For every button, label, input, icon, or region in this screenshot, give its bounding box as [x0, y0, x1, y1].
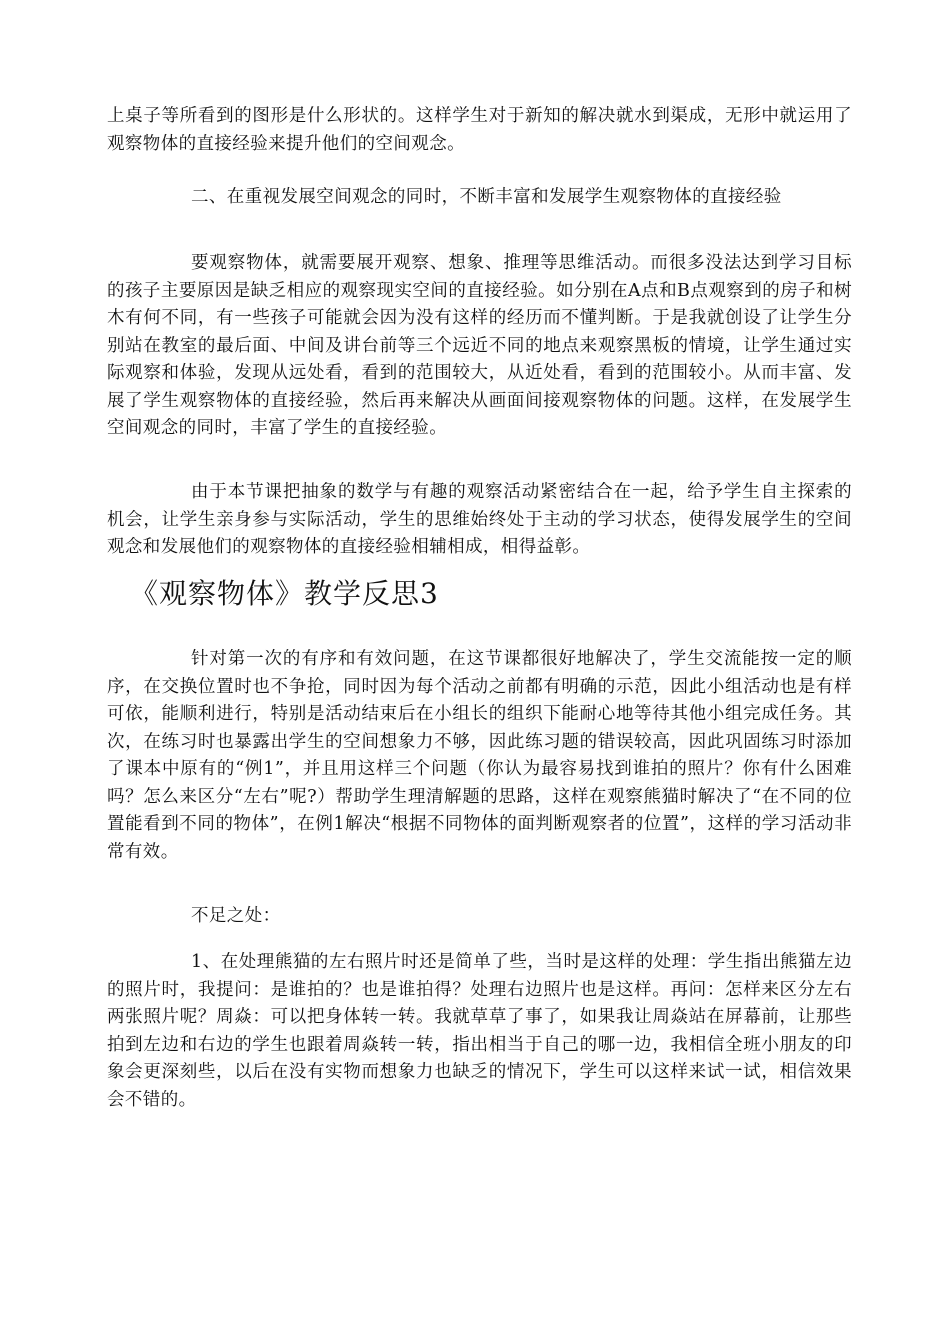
paragraph-shortcomings-label: 不足之处： [191, 906, 281, 926]
paragraph-continued-intro: 上桌子等所看到的图形是什么形状的。这样学生对于新知的解决就水到渠成，无形中就运用了观察物体的直接经验来提升他们的空间观念。 [107, 106, 852, 154]
paragraph-section-two-title: 二、在重视发展空间观念的同时，不断丰富和发展学生观察物体的直接经验 [191, 187, 782, 207]
section-heading: 《观察物体》教学反思3 [130, 577, 439, 610]
paragraph-observation-experience: 要观察物体，就需要展开观察、想象、推理等思维活动。而很多没法达到学习目标的孩子主要原因是缺乏相应的观察现实空间的直接经验。如分别在A点和B点观察到的房子和树木有何不同，有一些孩子可能就会因为没有这样的经历而不懂判断。于是我就创设了让学生分别站在教室的最后面、中间及讲台前等三个远近不同的地点来观察黑板的情境，让学生通过实际观察和体验，发现从远处看，看到的范围较大，从近处看，看到的范围较小。从而丰富、发展了学生观察物体的直接经验，然后再来解决从画面间接观察物体的问题。这样，在发展学生空间观念的同时，丰富了学生的直接经验。 [107, 253, 852, 438]
paragraph-reflection-main: 针对第一次的有序和有效问题，在这节课都很好地解决了，学生交流能按一定的顺序，在交换位置时也不争抢，同时因为每个活动之前都有明确的示范，因此小组活动也是有样可依，能顺利进行，特别是活动结束后在小组长的组织下能耐心地等待其他小组完成任务。其次，在练习时也暴露出学生的空间想象力不够，因此练习题的错误较高，因此巩固练习时添加了课本中原有的“例1”，并且用这样三个问题（你认为最容易找到谁拍的照片？你有什么困难吗？怎么来区分“左右”呢?）帮助学生理清解题的思路，这样在观察熊猫时解决了“在不同的位置能看到不同的物体”，在例1解决“根据不同物体的面判断观察者的位置”，这样的学习活动非常有效。 [107, 649, 852, 862]
paragraph-shortcoming-one: 1、在处理熊猫的左右照片时还是简单了些，当时是这样的处理：学生指出熊猫左边的照片时，我提问：是谁拍的？也是谁拍得？处理右边照片也是这样。再问：怎样来区分左右两张照片呢？周焱：可以把身体转一转。我就草草了事了，如果我让周焱站在屏幕前，让那些拍到左边和右边的学生也跟着周焱转一转，指出相当于自己的哪一边，我相信全班小朋友的印象会更深刻些，以后在没有实物而想象力也缺乏的情况下，学生可以这样来试一试，相信效果会不错的。 [107, 952, 852, 1110]
paragraph-lesson-summary: 由于本节课把抽象的数学与有趣的观察活动紧密结合在一起，给予学生自主探索的机会，让学生亲身参与实际活动，学生的思维始终处于主动的学习状态，使得发展学生的空间观念和发展他们的观察物体的直接经验相辅相成，相得益彰。 [107, 482, 852, 557]
